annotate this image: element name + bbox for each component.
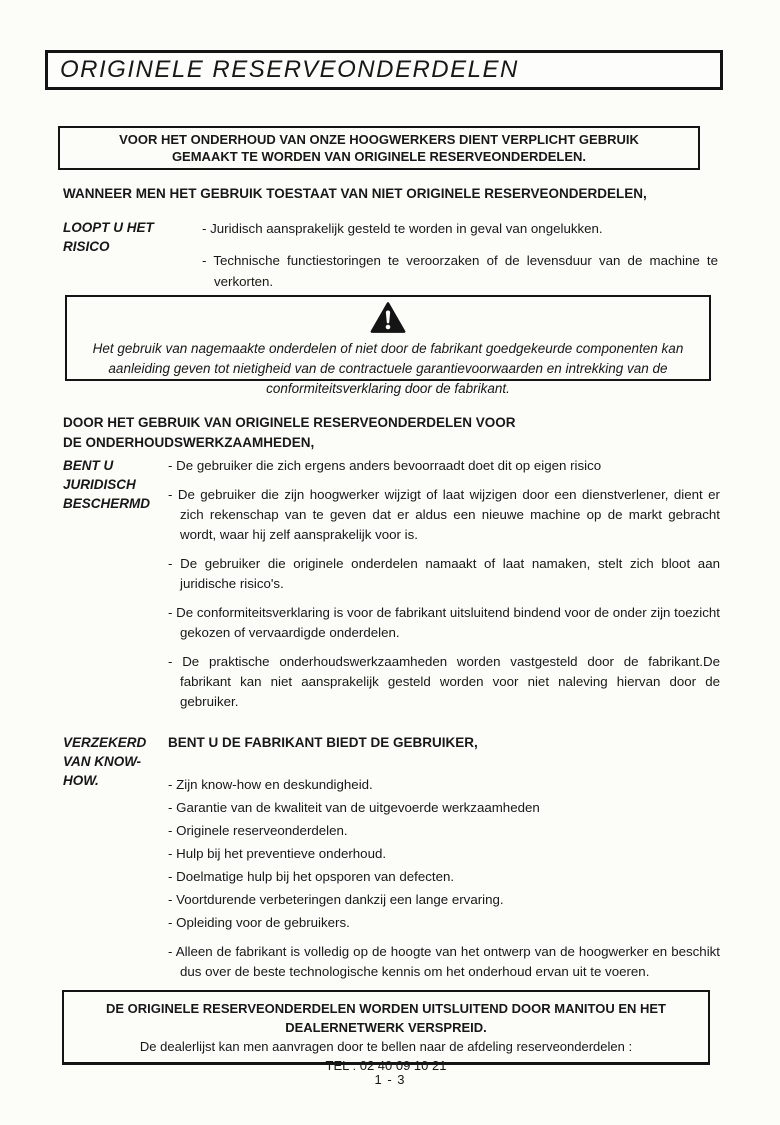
knowhow-label — [63, 733, 168, 985]
list-item: - Technische functiestoringen te veroorzaken of de levensduur van de machine te verkorten. — [202, 253, 718, 289]
list-item: - Garantie van de kwaliteit van de uitgevoerde werkzaamheden — [168, 800, 540, 815]
list-item: - Doelmatige hulp bij het opsporen van defecten. — [168, 869, 455, 884]
label-line: VERZEKERD — [63, 735, 147, 750]
page-title: ORIGINELE RESERVEONDERDELEN — [60, 56, 519, 83]
label-line: VAN KNOW-HOW. — [63, 754, 141, 788]
list-item: - De praktische onderhoudswerkzaamheden worden vastgesteld door de fabrikant.De fabrikant kan niet aansprakelijk gesteld worden voor niet naleving hiervan door de gebruiker. — [168, 654, 720, 709]
label-line: JURIDISCH — [63, 477, 136, 492]
legal-protection-bullet-list — [168, 456, 720, 721]
knowhow-section — [63, 733, 720, 985]
list-item: - Voortdurende verbeteringen dankzij een lange ervaring. — [168, 892, 504, 907]
page-title-box — [45, 50, 723, 90]
risk-section — [63, 218, 718, 303]
distribution-notice-bold-text: DE ORIGINELE RESERVEONDERDELEN WORDEN UITSLUITEND DOOR MANITOU EN HET DEALERNETWERK VERSPREID. — [105, 1001, 666, 1035]
legal-protection-section — [63, 456, 720, 721]
risk-bullet-list — [202, 218, 718, 303]
warranty-warning-box — [65, 295, 711, 396]
mandatory-use-notice-text: VOOR HET ONDERHOUD VAN ONZE HOOGWERKERS DIENT VERPLICHT GEBRUIK GEMAAKT TE WORDEN VAN ORIGINELE RESERVEONDERDELEN. — [119, 132, 639, 164]
list-item: - Originele reserveonderdelen. — [168, 823, 348, 838]
section-heading-original-parts: DOOR HET GEBRUIK VAN ORIGINELE RESERVEONDERDELEN VOOR DE ONDERHOUDSWERKZAAMHEDEN, — [63, 415, 516, 450]
list-item: - Alleen de fabrikant is volledig op de hoogte van het ontwerp van de hoogwerker en beschikt dus over de beste technologische kennis om het onderhoud ervan uit te voeren. — [168, 944, 720, 979]
list-item: - Hulp bij het preventieve onderhoud. — [168, 846, 387, 861]
list-item: - Zijn know-how en deskundigheid. — [168, 777, 373, 792]
knowhow-heading: BENT U DE FABRIKANT BIEDT DE GEBRUIKER, — [168, 735, 478, 750]
dealer-list-text: De dealerlijst kan men aanvragen door te bellen naar de afdeling reserveonderdelen : — [139, 1039, 633, 1054]
section-heading-not-original-parts: WANNEER MEN HET GEBRUIK TOESTAAT VAN NIET ORIGINELE RESERVEONDERDELEN, — [63, 186, 647, 201]
page-number: 1 - 3 — [374, 1072, 406, 1087]
label-line: BENT U — [63, 458, 114, 473]
warranty-warning-text: Het gebruik van nagemaakte onderdelen of niet door de fabrikant goedgekeurde componenten kan aanleiding geven tot nietigheid van de contractuele garantievoorwaarden en intrekking van de conformiteitsverklaring door de fabrikant. — [92, 341, 684, 396]
knowhow-content — [168, 733, 720, 985]
legal-protection-label — [63, 456, 168, 721]
warning-triangle-icon — [370, 302, 406, 338]
list-item: - De gebruiker die zijn hoogwerker wijzigt of laat wijzigen door een dienstverlener, dient er zich rekenschap van te geven dat er aldus een nieuwe machine op de markt gebracht wordt, waar hij zelf aansprakelijk voor is. — [168, 487, 720, 542]
list-item: - Opleiding voor de gebruikers. — [168, 915, 350, 930]
risk-label: LOOPT U HET RISICO — [63, 220, 154, 254]
mandatory-use-notice-box — [58, 126, 700, 170]
list-item: - Juridisch aansprakelijk gesteld te worden in geval van ongelukken. — [202, 221, 603, 236]
distribution-notice-box — [62, 990, 710, 1073]
label-line: BESCHERMD — [63, 496, 151, 511]
phone-number-text: TEL : 02 40 09 10 21 — [325, 1058, 447, 1073]
list-item: - De gebruiker die zich ergens anders bevoorraadt doet dit op eigen risico — [168, 458, 602, 473]
list-item: - De conformiteitsverklaring is voor de fabrikant uitsluitend bindend voor de onder zijn toezicht gekozen of vervaardigde onderdelen. — [168, 605, 720, 640]
list-item: - De gebruiker die originele onderdelen namaakt of laat namaken, stelt zich bloot aan juridische risico's. — [168, 556, 720, 591]
